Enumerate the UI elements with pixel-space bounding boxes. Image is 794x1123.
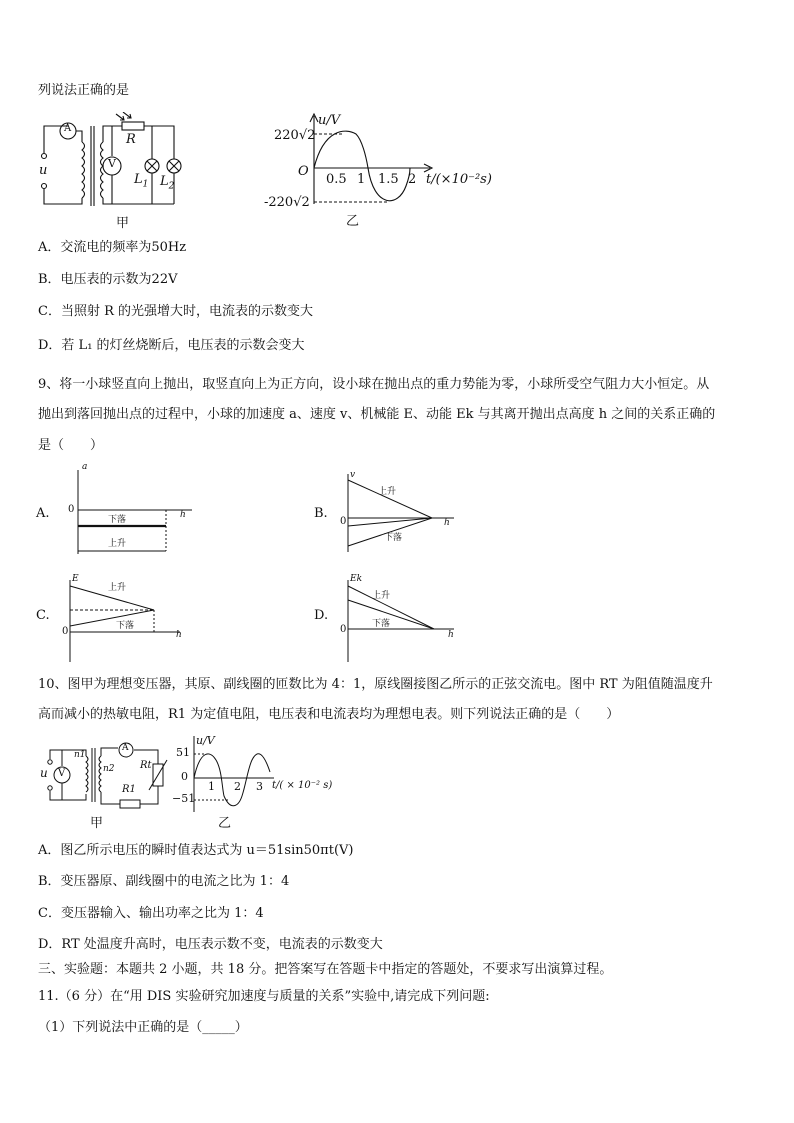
tick-0-5: 0.5 — [326, 172, 347, 187]
option-a-label: A. — [36, 506, 50, 521]
q10-circuit-figure — [40, 742, 190, 831]
option-d-label: D. — [314, 608, 329, 623]
q8-option-a: A．交流电的频率为50Hz — [38, 240, 187, 255]
q10-ammeter-label: A — [122, 743, 129, 753]
tick-1-5: 1.5 — [378, 172, 399, 187]
q10-option-a: A．图乙所示电压的瞬时值表达式为 u＝51sin50πt(V) — [38, 843, 354, 858]
ammeter-label: A — [64, 123, 72, 134]
q9-stem-line-2: 抛出到落回抛出点的过程中，小球的加速度 a、速度 v、机械能 E、动能 Ek 与其离开抛出点高度 h 之间的关系正确的 — [38, 407, 716, 422]
d-down-label: 下落 — [372, 619, 391, 629]
q10-voltage-graph — [172, 732, 372, 831]
q10-y-max: 51 — [176, 746, 190, 759]
y-max-label: 220√2 — [274, 128, 316, 143]
q10-option-c: C．变压器输入、输出功率之比为 1：4 — [38, 906, 264, 921]
d-h-label: h — [448, 630, 454, 640]
q10-y-min: −51 — [172, 792, 196, 805]
d-origin: 0 — [340, 624, 347, 635]
c-h-label: h — [176, 630, 182, 640]
q10-voltmeter-label: V — [58, 768, 66, 779]
q10-source-label: u — [40, 766, 48, 780]
q8-option-c: C．当照射 R 的光强增大时，电流表的示数变大 — [38, 304, 313, 319]
option-b-label: B. — [314, 506, 328, 521]
q9-stem-line-3: 是（ ） — [38, 438, 104, 453]
figure-caption-yi: 乙 — [346, 214, 360, 229]
d-axis-label: Ek — [350, 574, 363, 584]
q10-x-axis-label: t/( × 10⁻² s) — [272, 780, 333, 791]
b-axis-label: v — [350, 470, 356, 480]
q11-sub1: （1）下列说法中正确的是（_____） — [38, 1020, 248, 1035]
a-up-label: 上升 — [108, 539, 127, 549]
section-three-heading: 三、实验题：本题共 2 小题，共 18 分。把答案写在答题卡中指定的答题处，不要求写出演算过程。 — [38, 962, 613, 977]
tick-2: 2 — [408, 172, 417, 187]
tick-1: 1 — [357, 172, 366, 187]
q10-caption-jia: 甲 — [90, 816, 104, 831]
option-c-label: C. — [36, 608, 50, 623]
q10-option-d: D．RT 处温度升高时，电压表示数不变，电流表的示数变大 — [38, 937, 383, 952]
c-up-label: 上升 — [108, 583, 127, 593]
q9-graph-a — [36, 462, 196, 556]
n2-label: n2 — [103, 764, 115, 774]
b-h-label: h — [444, 518, 450, 528]
q10-origin: 0 — [181, 770, 188, 783]
c-down-label: 下落 — [116, 621, 135, 631]
q9-graph-c — [36, 572, 196, 664]
a-axis-label: a — [82, 462, 88, 472]
y-min-label: -220√2 — [264, 195, 310, 210]
q9-stem-line-1: 9、将一小球竖直向上抛出，取竖直向上为正方向，设小球在抛出点的重力势能为零，小球所受空气阻力大小恒定。从 — [38, 377, 710, 392]
q11-stem: 11.（6 分）在“用 DIS 实验研究加速度与质量的关系”实验中,请完成下列问题: — [38, 989, 490, 1004]
a-origin: 0 — [68, 504, 75, 515]
q9-graph-d — [314, 572, 474, 664]
q10-stem-line-1: 10、图甲为理想变压器，其原、副线圈的匝数比为 4：1，原线圈接图乙所示的正弦交流电。图中 RT 为阻值随温度升 — [38, 677, 713, 692]
a-h-label: h — [180, 510, 186, 520]
lamp2-label: $L_2$ — [160, 174, 175, 192]
d-up-label: 上升 — [372, 591, 391, 601]
x-axis-label: t/(×10⁻²s) — [426, 172, 492, 187]
source-label: u — [39, 163, 48, 178]
q8-circuit-figure — [36, 112, 196, 230]
q10-tick-3: 3 — [256, 780, 263, 793]
q10-tick-2: 2 — [234, 780, 241, 793]
q8-option-b: B．电压表的示数为22V — [38, 272, 178, 287]
q10-caption-yi: 乙 — [218, 816, 232, 831]
q9-graph-b — [314, 466, 474, 556]
y-axis-label: u/V — [318, 113, 341, 128]
rt-label: Rt — [140, 760, 152, 771]
q10-option-b: B．变压器原、副线圈中的电流之比为 1：4 — [38, 874, 290, 889]
q10-y-axis-label: u/V — [196, 734, 215, 747]
q8-option-d: D．若 L₁ 的灯丝烧断后，电压表的示数会变大 — [38, 338, 305, 353]
resistor-label: R — [126, 132, 136, 147]
lamp1-label: $L_1$ — [134, 172, 149, 190]
c-origin: 0 — [62, 626, 69, 637]
origin-label: O — [298, 164, 309, 179]
q8-voltage-graph — [262, 112, 502, 227]
n1-label: n1 — [74, 750, 86, 760]
b-origin: 0 — [340, 516, 347, 527]
a-down-label: 下落 — [108, 515, 127, 525]
q10-tick-1: 1 — [208, 780, 215, 793]
r1-label: R1 — [122, 784, 136, 795]
c-axis-label: E — [72, 574, 79, 584]
voltmeter-label: V — [108, 157, 116, 170]
b-down-label: 下落 — [384, 533, 403, 543]
b-up-label: 上升 — [378, 487, 397, 497]
q10-stem-line-2: 高而减小的热敏电阻，R1 为定值电阻，电压表和电流表均为理想电表。则下列说法正确的是（ ） — [38, 707, 620, 722]
intro-text: 列说法正确的是 — [38, 83, 130, 98]
figure-caption-jia: 甲 — [116, 216, 130, 231]
